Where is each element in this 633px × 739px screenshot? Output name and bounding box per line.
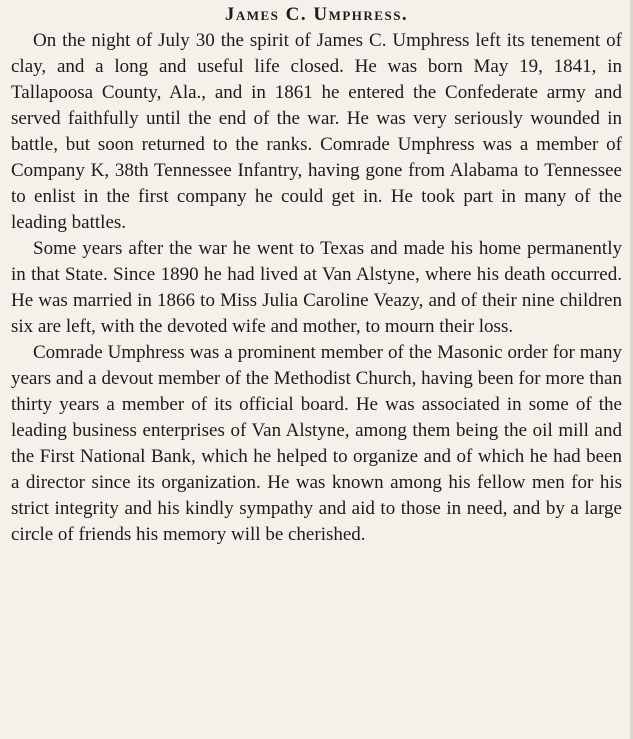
paragraph-civic-life: Comrade Umphress was a prominent member of the Masonic order for many years and a devout member of the Methodist Church, having been for more than thirty years a member of its official board. He was associated in some of the leading business enterprises of Van Alstyne, among them being the oil mill and the First National Bank, which he helped to organize and of which he had been a director since its organization. He was known among his fellow men for his strict integrity and his kindly sympathy and aid to those in need, and by a large circle of friends his memory will be cherished. <box>11 342 622 545</box>
paragraph-service: On the night of July 30 the spirit of James C. Umphress left its tenement of clay, and a long and useful life closed. He was born May 19, 1841, in Tallapoosa County, Ala., and in 1861 he entered the Confederate army and served faithfully until the end of the war. He was very seriously wounded in battle, but soon returned to the ranks. Comrade Umphress was a member of Company K, 38th Tennessee Infantry, having gone from Alabama to Tennessee to enlist in the first company he could get in. He took part in many of the leading battles. <box>11 30 622 233</box>
paragraph-texas-family: Some years after the war he went to Texas and made his home permanently in that State. Since 1890 he had lived at Van Alstyne, where his death occurred. He was married in 1866 to Miss Julia Caroline Veazy, and of their nine children six are left, with the devoted wife and mother, to mourn their loss. <box>11 238 622 337</box>
obituary-heading: James C. Umphress. <box>224 4 409 25</box>
